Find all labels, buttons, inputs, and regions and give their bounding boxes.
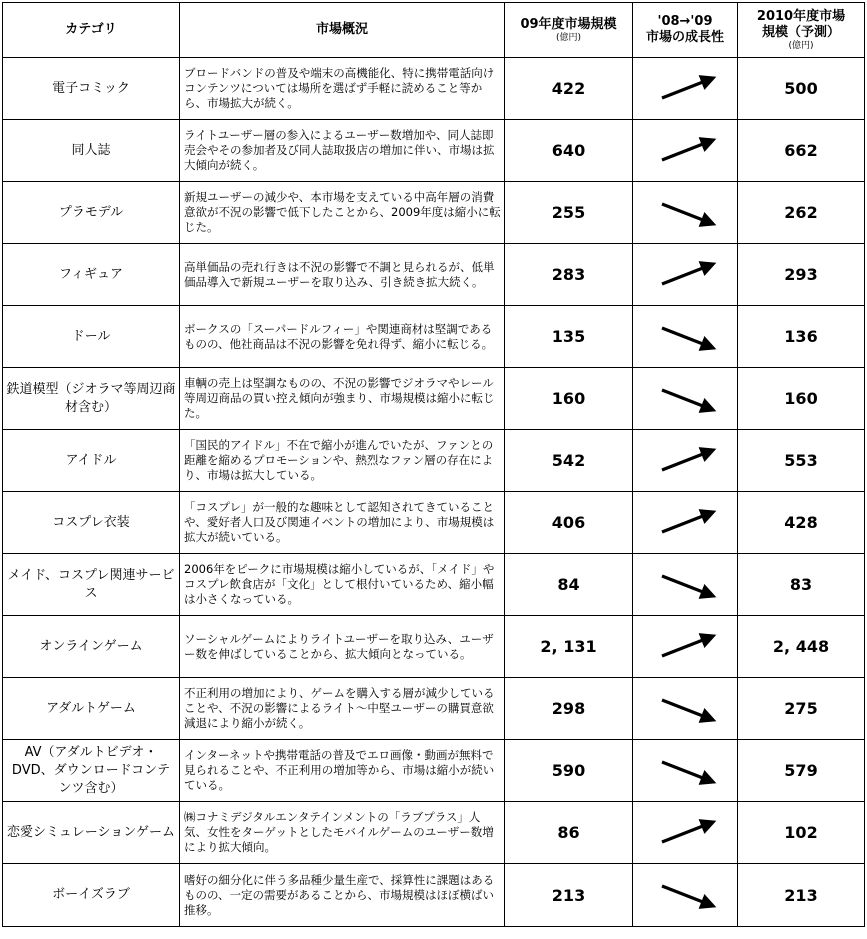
trend-down-arrow-icon [646, 378, 724, 420]
trend-arrow-line [662, 886, 708, 904]
overview-cell: 2006年をピークに市場規模は縮小しているが、「メイド」やコスプレ飲食店が「文化」として根付いているため、縮小幅は小さくなっている。 [180, 554, 505, 616]
trend-down-arrow-icon [646, 874, 724, 916]
trend-arrow-line [662, 266, 708, 284]
table-row [3, 492, 865, 554]
table-row [3, 554, 865, 616]
overview-cell: ㈱コナミデジタルエンタテインメントの「ラブプラス」人気、女性をターゲットとしたモバイルゲームのユーザー数増により拡大傾向。 [180, 802, 505, 864]
header-size-2009-unit: (億円) [555, 33, 582, 43]
trend-down-arrow-icon [646, 564, 724, 606]
trend-arrow-line [662, 514, 708, 532]
size-2009-cell: 590 [505, 740, 633, 802]
trend-down-arrow-icon [646, 316, 724, 358]
size-2009-cell: 255 [505, 182, 633, 244]
overview-cell: インターネットや携帯電話の普及でエロ画像・動画が無料で見られることや、不正利用の増加等から、市場は縮小が続いている。 [180, 740, 505, 802]
category-cell: コスプレ衣装 [3, 492, 180, 554]
header-growth [633, 3, 738, 58]
trend-arrow-line [662, 452, 708, 470]
size-2010-cell: 553 [738, 430, 865, 492]
table-row [3, 368, 865, 430]
trend-up-arrow-icon [646, 68, 724, 110]
overview-cell: 高単価品の売れ行きは不況の影響で不調と見られるが、低単価品導入で新規ユーザーを取り込み、引き続き拡大続く。 [180, 244, 505, 306]
size-2010-cell: 579 [738, 740, 865, 802]
trend-arrow-line [662, 142, 708, 160]
size-2010-cell: 293 [738, 244, 865, 306]
trend-down-arrow-icon [646, 688, 724, 730]
category-cell: ボーイズラブ [3, 864, 180, 927]
table-row [3, 430, 865, 492]
size-2010-cell: 500 [738, 58, 865, 120]
size-2010-cell: 136 [738, 306, 865, 368]
table-row [3, 616, 865, 678]
table-row [3, 244, 865, 306]
category-cell: 鉄道模型（ジオラマ等周辺商材含む） [3, 368, 180, 430]
trend-down-arrow-icon [646, 750, 724, 792]
header-growth-label: 市場の成長性 [645, 30, 724, 45]
table-row [3, 306, 865, 368]
table-row [3, 58, 865, 120]
header-row [3, 3, 865, 58]
table-row [3, 182, 865, 244]
category-cell: メイド、コスプレ関連サービス [3, 554, 180, 616]
category-cell: AV（アダルトビデオ・DVD、ダウンロードコンテンツ含む） [3, 740, 180, 802]
size-2009-cell: 406 [505, 492, 633, 554]
size-2010-cell: 2, 448 [738, 616, 865, 678]
table-row [3, 802, 865, 864]
growth-cell [633, 244, 738, 306]
category-cell: 同人誌 [3, 120, 180, 182]
size-2009-cell: 160 [505, 368, 633, 430]
size-2010-cell: 102 [738, 802, 865, 864]
size-2010-cell: 662 [738, 120, 865, 182]
trend-up-arrow-icon [646, 440, 724, 482]
size-2009-cell: 213 [505, 864, 633, 927]
trend-up-arrow-icon [646, 130, 724, 172]
table-row [3, 678, 865, 740]
growth-cell [633, 740, 738, 802]
trend-arrow-line [662, 824, 708, 842]
size-2009-cell: 640 [505, 120, 633, 182]
overview-cell: ソーシャルゲームによりライトユーザーを取り込み、ユーザー数を伸ばしていることから、拡大傾向となっている。 [180, 616, 505, 678]
table-row [3, 740, 865, 802]
overview-cell: 不正利用の増加により、ゲームを購入する層が減少していることや、不況の影響によるライト～中堅ユーザーの購買意欲減退により縮小が続く。 [180, 678, 505, 740]
header-growth-period: '08→'09 [657, 14, 713, 29]
category-cell: オンラインゲーム [3, 616, 180, 678]
category-cell: 電子コミック [3, 58, 180, 120]
trend-arrow-line [662, 576, 708, 594]
growth-cell [633, 678, 738, 740]
growth-cell [633, 864, 738, 927]
trend-arrow-line [662, 390, 708, 408]
overview-cell: 車輌の売上は堅調なものの、不況の影響でジオラマやレール等周辺商品の買い控え傾向が強まり、市場規模は縮小に転じた。 [180, 368, 505, 430]
table-row [3, 120, 865, 182]
growth-cell [633, 58, 738, 120]
header-category: カテゴリ [3, 3, 180, 58]
overview-cell: 「国民的アイドル」不在で縮小が進んでいたが、ファンとの距離を縮めるプロモーションや、熱烈なファン層の存在により、市場は拡大している。 [180, 430, 505, 492]
size-2009-cell: 86 [505, 802, 633, 864]
category-cell: アイドル [3, 430, 180, 492]
header-size-2009 [505, 3, 633, 58]
size-2009-cell: 135 [505, 306, 633, 368]
size-2010-cell: 262 [738, 182, 865, 244]
size-2009-cell: 2, 131 [505, 616, 633, 678]
header-size-2010-line2: 規模（予測） [761, 25, 840, 40]
category-cell: フィギュア [3, 244, 180, 306]
trend-arrow-line [662, 700, 708, 718]
category-cell: ドール [3, 306, 180, 368]
market-table [2, 2, 865, 927]
growth-cell [633, 492, 738, 554]
overview-cell: ボークスの「スーパードルフィー」や関連商材は堅調であるものの、他社商品は不況の影響を免れ得ず、縮小に転じる。 [180, 306, 505, 368]
trend-down-arrow-icon [646, 192, 724, 234]
growth-cell [633, 802, 738, 864]
trend-arrow-line [662, 204, 708, 222]
size-2010-cell: 428 [738, 492, 865, 554]
overview-cell: 新規ユーザーの減少や、本市場を支えている中高年層の消費意欲が不況の影響で低下したことから、2009年度は縮小に転じた。 [180, 182, 505, 244]
table-row [3, 864, 865, 927]
size-2010-cell: 160 [738, 368, 865, 430]
overview-cell: 嗜好の細分化に伴う多品種少量生産で、採算性に課題はあるものの、一定の需要があることから、市場規模はほぼ横ばい推移。 [180, 864, 505, 927]
trend-up-arrow-icon [646, 502, 724, 544]
trend-up-arrow-icon [646, 812, 724, 854]
size-2010-cell: 83 [738, 554, 865, 616]
header-size-2009-label: 09年度市場規模 [520, 17, 617, 32]
growth-cell [633, 306, 738, 368]
trend-arrow-line [662, 762, 708, 780]
header-size-2010 [738, 3, 865, 58]
size-2010-cell: 275 [738, 678, 865, 740]
size-2010-cell: 213 [738, 864, 865, 927]
table-body [3, 58, 865, 927]
overview-cell: ライトユーザー層の参入によるユーザー数増加や、同人誌即売会やその参加者及び同人誌取扱店の増加に伴い、市場は拡大傾向が続く。 [180, 120, 505, 182]
trend-up-arrow-icon [646, 254, 724, 296]
growth-cell [633, 120, 738, 182]
size-2009-cell: 283 [505, 244, 633, 306]
size-2009-cell: 298 [505, 678, 633, 740]
size-2009-cell: 422 [505, 58, 633, 120]
header-size-2010-unit: (億円) [788, 41, 814, 51]
market-table-container [2, 2, 864, 937]
growth-cell [633, 554, 738, 616]
overview-cell: ブロードバンドの普及や端末の高機能化、特に携帯電話向けコンテンツについては場所を選ばず手軽に読めること等から、市場拡大が続く。 [180, 58, 505, 120]
header-size-2010-line1: 2010年度市場 [756, 9, 846, 24]
trend-arrow-line [662, 638, 708, 656]
growth-cell [633, 616, 738, 678]
growth-cell [633, 430, 738, 492]
header-overview: 市場概況 [180, 3, 505, 58]
overview-cell: 「コスプレ」が一般的な趣味として認知されてきていることや、愛好者人口及び関連イベントの増加により、市場規模は拡大が続いている。 [180, 492, 505, 554]
trend-arrow-line [662, 328, 708, 346]
size-2009-cell: 542 [505, 430, 633, 492]
category-cell: プラモデル [3, 182, 180, 244]
growth-cell [633, 182, 738, 244]
category-cell: アダルトゲーム [3, 678, 180, 740]
growth-cell [633, 368, 738, 430]
size-2009-cell: 84 [505, 554, 633, 616]
trend-up-arrow-icon [646, 626, 724, 668]
category-cell: 恋愛シミュレーションゲーム [3, 802, 180, 864]
trend-arrow-line [662, 80, 708, 98]
